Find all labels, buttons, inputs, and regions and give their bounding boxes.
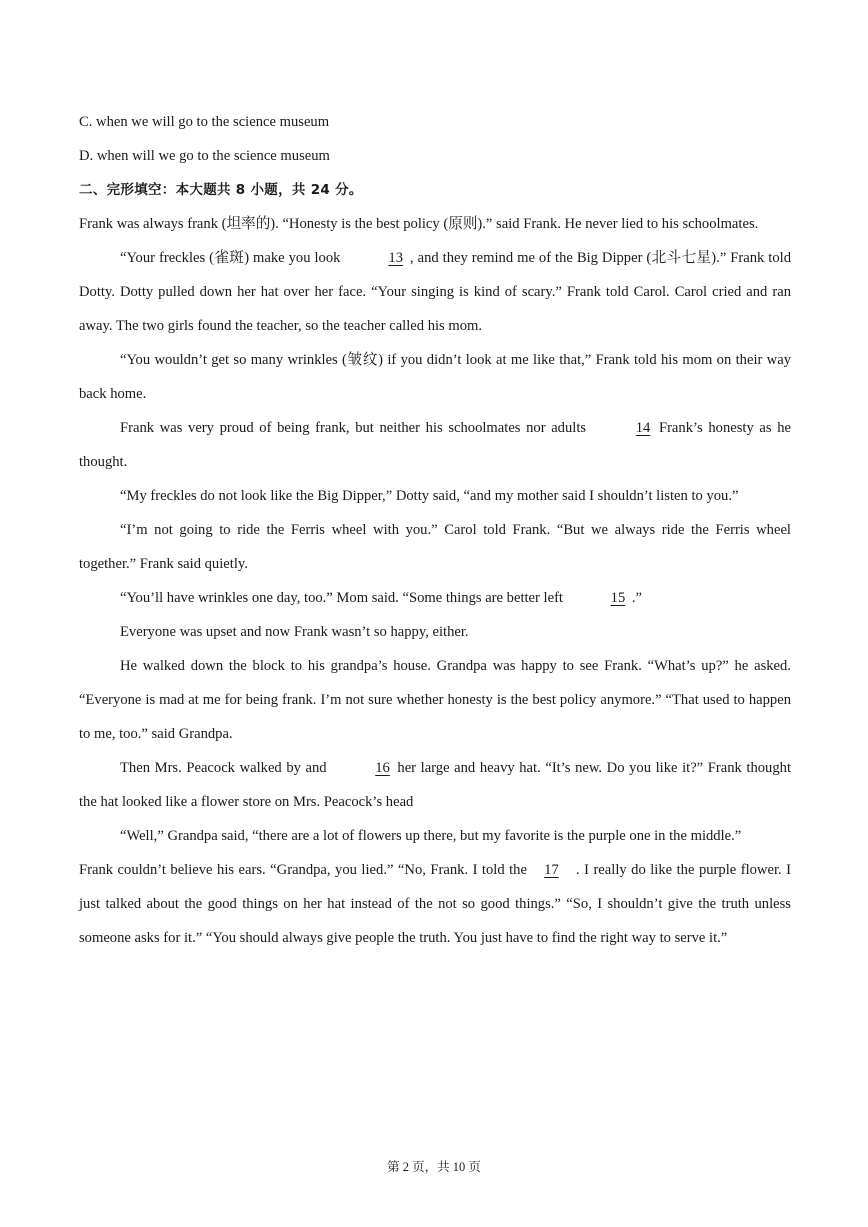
passage-paragraph-1: Frank was always frank (坦率的). “Honesty is the best policy (原则).” said Frank. He never lied to his schoolmates. — [79, 216, 759, 232]
passage-paragraph-8: Everyone was upset and now Frank wasn’t so happy, either. — [120, 624, 469, 640]
paragraph-text: Then Mrs. Peacock walked by and — [120, 760, 327, 776]
section-title: 二、完形填空：本大题共 8 小题，共 24 分。 — [79, 182, 363, 198]
paragraph-text: , and they remind me of the Big Dipper (北斗七星).” Frank told Dotty. Dotty pulled down her hat over her face. “Your singing is kind of scary.” Frank told Carol. Carol cried and ran away. The two girls found the teacher, so the teacher called his mom. — [79, 250, 791, 334]
option-d: D. when will we go to the science museum — [79, 148, 330, 164]
paragraph-text: “You’ll have wrinkles one day, too.” Mom said. “Some things are better left — [120, 590, 563, 606]
paragraph-text: Frank was very proud of being frank, but neither his schoolmates nor adults — [120, 420, 587, 436]
blank-16: 16 — [375, 760, 390, 776]
blank-14: 14 — [635, 420, 651, 436]
passage-paragraph-7 — [79, 581, 791, 615]
blank-17: 17 — [544, 862, 559, 878]
blank-15: 15 — [610, 590, 626, 606]
paragraph-text: . I really do like the purple flower. I just talked about the good things on her hat instead of the not so good things.” “So, I shouldn’t give the truth unless someone asks for it.” “You should always give people the truth. You just have to find the right way to serve it.” — [79, 862, 791, 946]
paragraph-text: her large and heavy hat. “It’s new. Do you like it?” Frank thought the hat looked like a flower store on Mrs. Peacock’s head — [79, 760, 791, 810]
paragraph-text: Frank couldn’t believe his ears. “Grandpa, you lied.” “No, Frank. I told the — [79, 862, 527, 878]
paragraph-text: Frank’s honesty as he thought. — [79, 420, 791, 470]
passage-paragraph-4 — [79, 411, 791, 479]
passage-paragraph-6: “I’m not going to ride the Ferris wheel with you.” Carol told Frank. “But we always ride the Ferris wheel together.” Frank said quietly. — [79, 522, 791, 572]
option-c: C. when we will go to the science museum — [79, 114, 330, 130]
paragraph-text: “Your freckles (雀斑) make you look — [120, 250, 341, 266]
passage-paragraph-9: He walked down the block to his grandpa’s house. Grandpa was happy to see Frank. “What’s up?” he asked. “Everyone is mad at me for being frank. I’m not sure whether honesty is the best policy anymore.” “That used to happen to me, too.” said Grandpa. — [79, 658, 791, 742]
passage-paragraph-5: “My freckles do not look like the Big Dipper,” Dotty said, “and my mother said I shouldn’t listen to you.” — [120, 488, 739, 504]
passage-paragraph-2 — [79, 241, 791, 343]
document-page — [79, 105, 791, 955]
passage-paragraph-12 — [79, 853, 791, 955]
passage-paragraph-10 — [79, 751, 791, 819]
paragraph-text: .” — [631, 590, 643, 606]
page-number-footer: 第 2 页，共 10 页 — [387, 1160, 481, 1174]
blank-13: 13 — [388, 250, 404, 266]
passage-paragraph-11: “Well,” Grandpa said, “there are a lot of flowers up there, but my favorite is the purple one in the middle.” — [120, 828, 742, 844]
passage-paragraph-3: “You wouldn’t get so many wrinkles (皱纹) if you didn’t look at me like that,” Frank told his mom on their way back home. — [79, 352, 791, 402]
